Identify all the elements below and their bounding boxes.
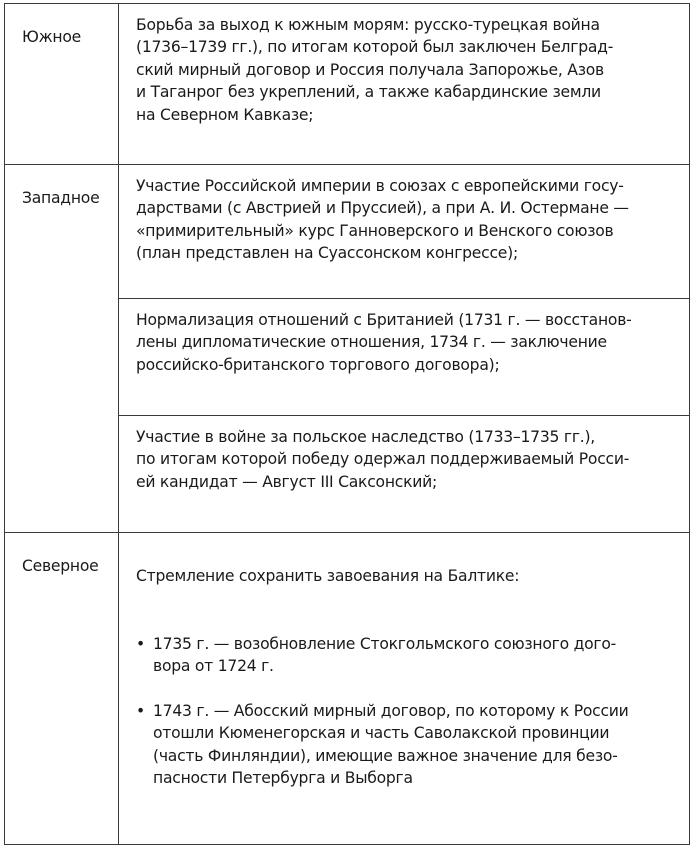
table-row-west-1: [5, 165, 690, 299]
direction-cell-north: Северное: [5, 533, 119, 845]
list-item-abo-treaty: • 1743 г. — Абосский мирный договор, по которому к России отошли Кюменегорская и часть Саволакской провинции (часть Финляндии), имеющие важное значение для безо- пасности Петербурга и Выборга: [136, 700, 683, 790]
north-intro-text: Стремление сохранить завоевания на Балтике:: [136, 567, 520, 586]
foreign-policy-table: [4, 3, 690, 845]
description-cell-west-alliances: Участие Российской империи в союзах с европейскими госу- дарствами (с Австрией и Пруссией), а при А. И. Остермане — «примирительный» курс Ганноверского и Венского союзов (план представлен на Суассонском конгрессе);: [119, 165, 690, 299]
direction-cell-west: Западное: [5, 165, 119, 533]
north-bullet-list: [136, 610, 683, 812]
table-row-north: [5, 533, 690, 845]
description-cell-west-polish-war: Участие в войне за польское наследство (1733–1735 гг.), по итогам которой победу одержал поддерживаемый Росси- ей кандидат — Август III Саксонский;: [119, 416, 690, 533]
description-cell-south: Борьба за выход к южным морям: русско-турецкая война (1736–1739 гг.), по итогам которой был заключен Белград- ский мирный договор и Россия получала Запорожье, Азов и Таганрог без укреплений, а также кабардинские земли на Северном Кавказе;: [119, 4, 690, 165]
list-item-stockholm-treaty: • 1735 г. — возобновление Стокгольмского союзного дого- вора от 1724 г.: [136, 633, 683, 678]
description-cell-west-britain: Нормализация отношений с Британией (1731 г. — восстанов- лены дипломатические отношения, 1734 г. — заключение российско-британского торгового договора);: [119, 299, 690, 416]
direction-cell-south: Южное: [5, 4, 119, 165]
description-cell-north: [119, 533, 690, 845]
table-row-south: [5, 4, 690, 165]
